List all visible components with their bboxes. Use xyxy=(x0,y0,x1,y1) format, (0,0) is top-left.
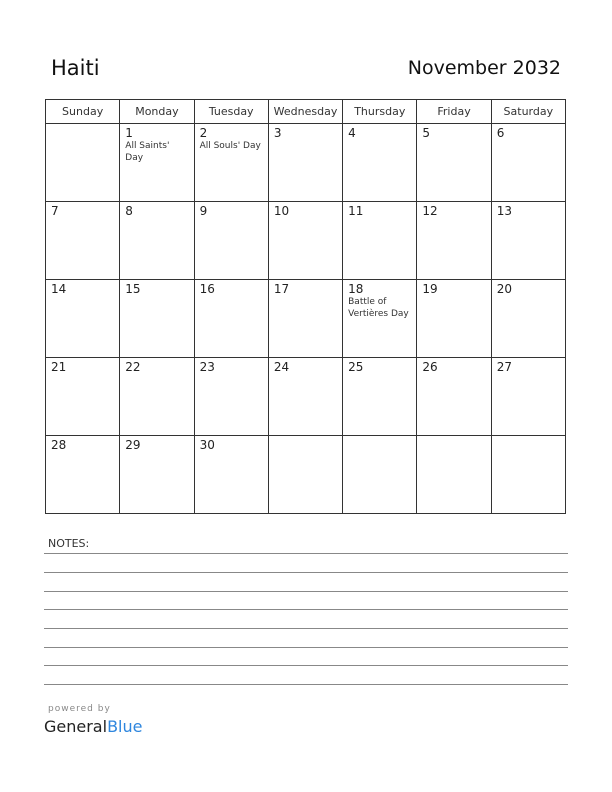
weekday-header-row xyxy=(46,100,566,124)
note-line xyxy=(44,684,568,685)
day-number: 6 xyxy=(496,126,505,140)
day-cell xyxy=(491,358,565,436)
weekday-tuesday: Tuesday xyxy=(194,100,268,124)
day-cell xyxy=(491,124,565,202)
country-title: Haiti xyxy=(51,56,100,80)
day-cell xyxy=(194,202,268,280)
day-cell xyxy=(46,280,120,358)
calendar-grid xyxy=(45,99,566,514)
day-number: 9 xyxy=(199,204,208,218)
weekday-wednesday: Wednesday xyxy=(268,100,342,124)
day-cell xyxy=(343,358,417,436)
day-number: 2 xyxy=(199,126,208,140)
day-number: 10 xyxy=(273,204,290,218)
powered-by-text: powered by xyxy=(48,704,111,714)
note-line xyxy=(44,553,568,554)
week-row xyxy=(46,358,566,436)
weekday-monday: Monday xyxy=(120,100,194,124)
week-row xyxy=(46,124,566,202)
day-number: 28 xyxy=(51,438,67,452)
day-number: 17 xyxy=(273,282,290,296)
day-cell xyxy=(268,124,342,202)
note-line xyxy=(44,572,568,573)
generalblue-logo xyxy=(44,717,142,736)
day-cell xyxy=(120,280,194,358)
weekday-saturday: Saturday xyxy=(491,100,565,124)
note-line xyxy=(44,628,568,629)
day-cell xyxy=(417,280,491,358)
note-line xyxy=(44,647,568,648)
holiday-label: All Saints' Day xyxy=(125,141,170,163)
day-cell xyxy=(46,202,120,280)
day-number: 20 xyxy=(496,282,512,296)
day-cell xyxy=(46,358,120,436)
month-title: November 2032 xyxy=(407,57,561,79)
day-cell xyxy=(491,436,565,514)
day-number: 27 xyxy=(496,360,512,374)
day-number: 29 xyxy=(125,438,141,452)
day-cell xyxy=(268,280,342,358)
day-cell xyxy=(120,436,194,514)
day-cell xyxy=(194,436,268,514)
logo-general-text: General xyxy=(44,717,108,736)
note-line xyxy=(44,609,568,610)
notes-label: NOTES: xyxy=(48,537,90,550)
day-cell xyxy=(120,124,194,202)
day-number: 4 xyxy=(348,126,356,140)
day-cell xyxy=(194,358,268,436)
day-number: 14 xyxy=(51,282,67,296)
day-cell xyxy=(343,202,417,280)
day-number: 7 xyxy=(51,204,59,218)
week-row xyxy=(46,202,566,280)
day-number: 11 xyxy=(348,204,364,218)
day-cell xyxy=(417,124,491,202)
day-number: 25 xyxy=(348,360,364,374)
day-number: 18 xyxy=(348,282,364,296)
holiday-label: Battle of Vertières Day xyxy=(348,297,409,319)
day-number: 5 xyxy=(422,126,431,140)
day-number: 19 xyxy=(422,282,438,296)
day-number: 22 xyxy=(125,360,141,374)
day-cell xyxy=(194,124,268,202)
day-cell xyxy=(491,280,565,358)
day-number: 30 xyxy=(199,438,215,452)
holiday-label: All Souls' Day xyxy=(199,141,261,151)
day-cell xyxy=(417,436,491,514)
day-cell xyxy=(120,202,194,280)
day-number: 24 xyxy=(273,360,290,374)
day-number: 16 xyxy=(199,282,215,296)
weekday-friday: Friday xyxy=(417,100,491,124)
day-cell xyxy=(491,202,565,280)
day-number: 13 xyxy=(496,204,512,218)
logo-blue-text: Blue xyxy=(107,717,143,736)
day-number: 3 xyxy=(273,126,282,140)
day-cell xyxy=(46,436,120,514)
day-number: 1 xyxy=(125,126,133,140)
day-number: 15 xyxy=(125,282,141,296)
day-cell xyxy=(417,358,491,436)
day-cell xyxy=(343,436,417,514)
day-cell xyxy=(417,202,491,280)
day-number: 23 xyxy=(199,360,215,374)
weekday-thursday: Thursday xyxy=(343,100,417,124)
weekday-sunday: Sunday xyxy=(46,100,120,124)
day-number: 26 xyxy=(422,360,438,374)
day-number: 12 xyxy=(422,204,438,218)
note-line xyxy=(44,591,568,592)
day-cell xyxy=(268,358,342,436)
note-line xyxy=(44,665,568,666)
week-row xyxy=(46,280,566,358)
day-cell xyxy=(194,280,268,358)
day-cell xyxy=(343,280,417,358)
day-cell xyxy=(343,124,417,202)
day-cell xyxy=(268,436,342,514)
day-cell xyxy=(120,358,194,436)
day-number: 8 xyxy=(125,204,133,218)
day-cell xyxy=(268,202,342,280)
day-cell xyxy=(46,124,120,202)
week-row xyxy=(46,436,566,514)
day-number: 21 xyxy=(51,360,67,374)
